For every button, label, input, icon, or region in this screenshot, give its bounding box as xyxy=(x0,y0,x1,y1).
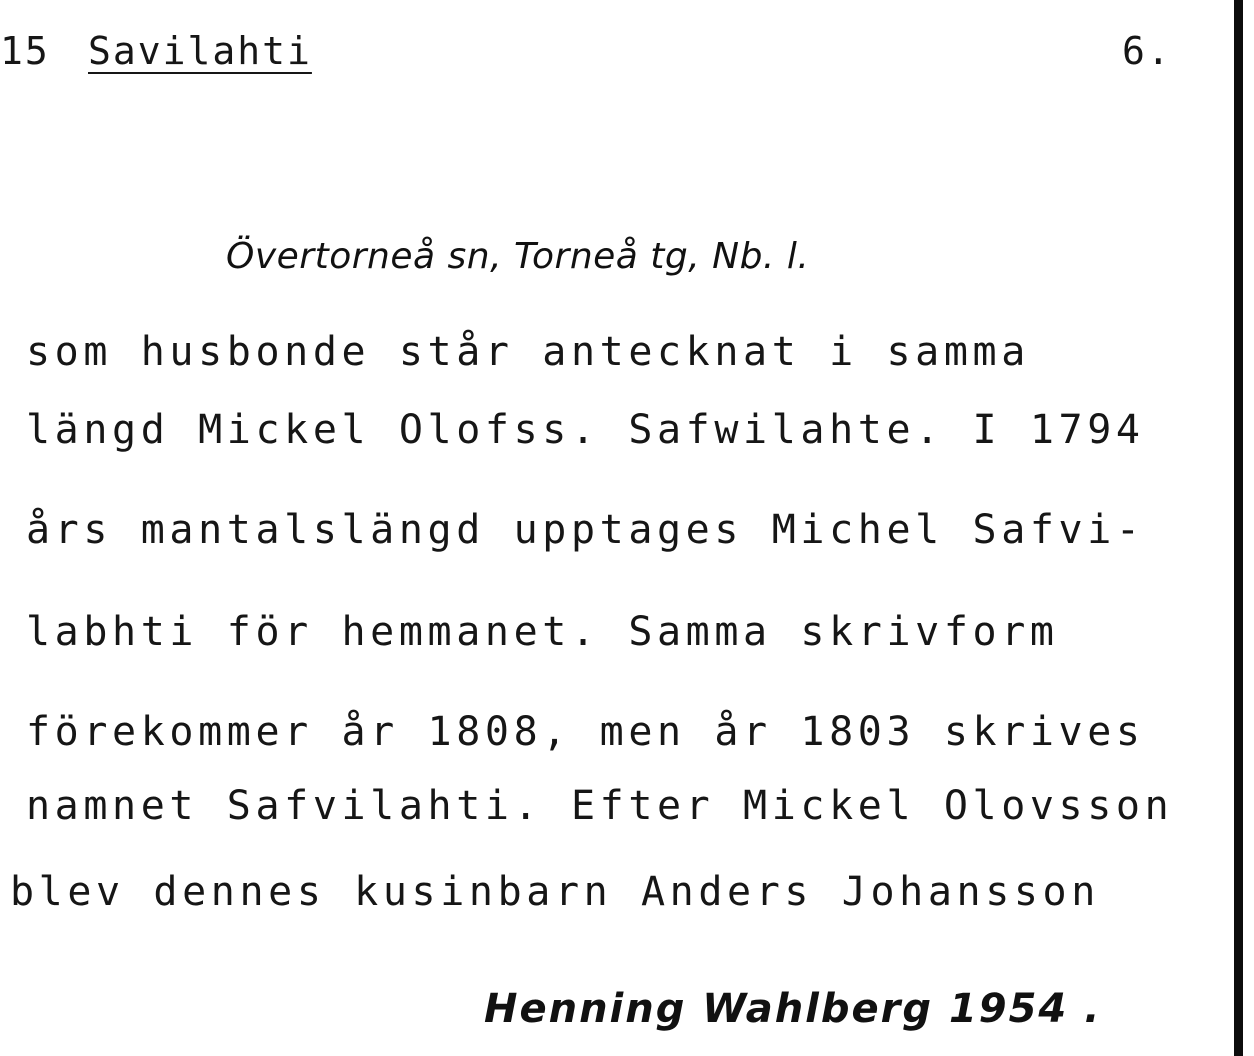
card-title: Savilahti xyxy=(88,29,312,73)
body-line: namnet Safvilahti. Efter Mickel Olovsson xyxy=(26,783,1174,829)
signature: Henning Wahlberg 1954 . xyxy=(484,986,1102,1032)
page-number: 6. xyxy=(1122,29,1172,73)
card-edge-rule xyxy=(1234,0,1243,1056)
body-line: längd Mickel Olofss. Safwilahte. I 1794 xyxy=(26,407,1145,453)
body-line: labhti för hemmanet. Samma skrivform xyxy=(26,609,1059,655)
body-line: års mantalslängd upptages Michel Safvi- xyxy=(26,507,1145,553)
body-line: som husbonde står antecknat i samma xyxy=(26,329,1030,375)
body-line: blev dennes kusinbarn Anders Johansson xyxy=(10,869,1100,915)
card-number: 15 xyxy=(0,29,50,73)
body-line: förekommer år 1808, men år 1803 skrives xyxy=(26,709,1145,755)
parish-heading: Övertorneå sn, Torneå tg, Nb. l. xyxy=(226,236,810,277)
